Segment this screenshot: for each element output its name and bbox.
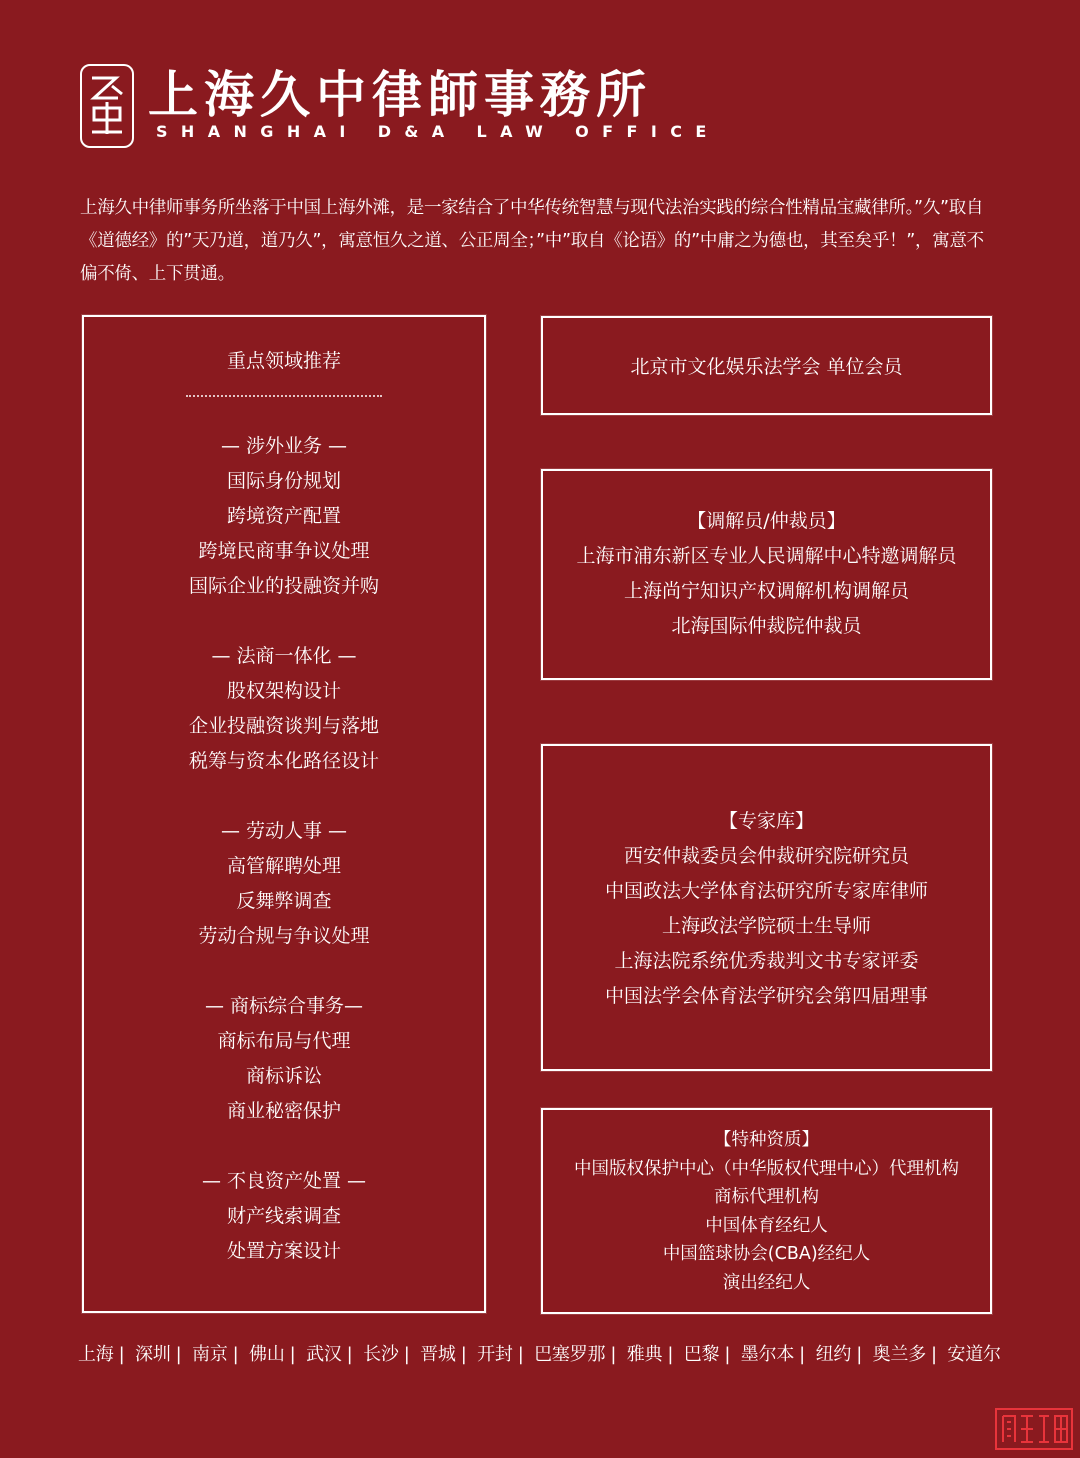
focus-sections	[84, 429, 484, 1269]
city: 安道尔	[947, 1344, 1001, 1365]
city: 南京	[192, 1344, 228, 1365]
focus-section-law-business	[84, 639, 484, 779]
section-item: 高管解聘处理	[226, 855, 341, 877]
qualifications-item: 中国版权保护中心（中华版权代理中心）代理机构	[574, 1158, 959, 1179]
section-heading: — 涉外业务 —	[220, 435, 348, 457]
section-heading: — 商标综合事务—	[204, 995, 364, 1017]
section-item: 企业投融资谈判与落地	[188, 715, 379, 737]
section-item: 商标诉讼	[245, 1065, 322, 1087]
focus-section-bad-assets	[84, 1164, 484, 1269]
city: 雅典	[626, 1344, 663, 1365]
membership-panel	[541, 316, 992, 415]
city: 墨尔本	[740, 1344, 795, 1365]
section-heading: — 不良资产处置 —	[201, 1170, 367, 1192]
section-item: 税筹与资本化路径设计	[188, 750, 379, 772]
header	[80, 62, 720, 152]
city: 佛山	[249, 1344, 285, 1365]
mediator-item: 北海国际仲裁院仲裁员	[671, 615, 862, 637]
city: 深圳	[135, 1344, 171, 1365]
section-item: 国际企业的投融资并购	[188, 575, 379, 597]
qualifications-title: 【特种资质】	[714, 1130, 819, 1150]
qualifications-item: 中国篮球协会(CBA)经纪人	[662, 1244, 871, 1264]
experts-item: 西安仲裁委员会仲裁研究院研究员	[623, 845, 909, 867]
qualifications-panel	[541, 1108, 992, 1314]
section-item: 处置方案设计	[226, 1240, 341, 1262]
section-item: 劳动合规与争议处理	[198, 925, 370, 947]
focus-section-labor	[84, 814, 484, 954]
experts-panel	[541, 744, 992, 1071]
experts-item: 中国政法大学体育法研究所专家库律师	[604, 880, 928, 902]
section-item: 财产线索调查	[226, 1205, 341, 1227]
section-item: 跨境民商事争议处理	[198, 540, 370, 562]
section-item: 商标布局与代理	[217, 1030, 351, 1052]
city: 晋城	[420, 1344, 456, 1365]
firm-name-title: 上海久中律師事務所	[148, 65, 652, 124]
section-heading: — 法商一体化 —	[211, 645, 357, 667]
focus-areas-title: 重点领域推荐	[226, 350, 341, 372]
city: 奥兰多	[872, 1344, 926, 1365]
firm-name-subtitle: SHANGHAI D&A LAW OFFICE	[156, 122, 720, 141]
qualifications-item: 商标代理机构	[714, 1187, 819, 1207]
focus-section-foreign	[84, 429, 484, 604]
city: 巴黎	[683, 1344, 720, 1365]
experts-item: 上海政法学院硕士生导师	[661, 915, 871, 937]
section-item: 反舞弊调查	[236, 890, 332, 912]
section-item: 商业秘密保护	[226, 1100, 341, 1122]
office-cities: 上海 | 深圳 | 南京 | 佛山 | 武汉 | 长沙 | 晋城 | 开封 | 巴塞罗那 | 雅典 | 巴黎 | 墨尔本 | 纽约 | 奥兰多 | 安道尔	[78, 1344, 1001, 1365]
seal-logo-icon	[80, 64, 134, 148]
experts-item: 中国法学会体育法学研究会第四届理事	[604, 985, 928, 1007]
qualifications-item: 中国体育经纪人	[705, 1215, 828, 1236]
mediator-item: 上海市浦东新区专业人民调解中心特邀调解员	[576, 545, 957, 567]
section-item: 跨境资产配置	[226, 505, 341, 527]
city: 上海	[78, 1344, 114, 1365]
city: 长沙	[363, 1344, 399, 1365]
section-heading: — 劳动人事 —	[220, 820, 348, 842]
experts-item: 上海法院系统优秀裁判文书专家评委	[614, 950, 919, 972]
mediator-item: 上海尚宁知识产权调解机构调解员	[623, 580, 909, 602]
city: 武汉	[306, 1344, 342, 1365]
focus-section-trademark	[84, 989, 484, 1129]
section-item: 国际身份规划	[226, 470, 341, 492]
experts-title: 【专家库】	[718, 810, 814, 832]
membership-text: 北京市文化娱乐法学会 单位会员	[630, 356, 903, 378]
dotted-divider	[186, 395, 382, 397]
city: 巴塞罗那	[534, 1344, 606, 1365]
city: 开封	[477, 1344, 513, 1365]
intro-paragraph: 上海久中律师事务所坐落于中国上海外滩，是一家结合了中华传统智慧与现代法治实践的综合性精品宝藏律所。”久”取自《道德经》的”天乃道，道乃久”，寓意恒久之道、公正周全；”中”取自《论语》的”中庸之为德也，其至矣乎！”，寓意不偏不倚、上下贯通。	[80, 198, 984, 284]
mediator-panel	[541, 469, 992, 680]
qualifications-item: 演出经纪人	[722, 1272, 811, 1293]
city: 纽约	[815, 1344, 852, 1365]
focus-areas-panel	[82, 315, 486, 1313]
watermark-stamp-icon	[995, 1408, 1073, 1450]
mediator-title: 【调解员/仲裁员】	[687, 510, 846, 532]
section-item: 股权架构设计	[226, 680, 341, 702]
